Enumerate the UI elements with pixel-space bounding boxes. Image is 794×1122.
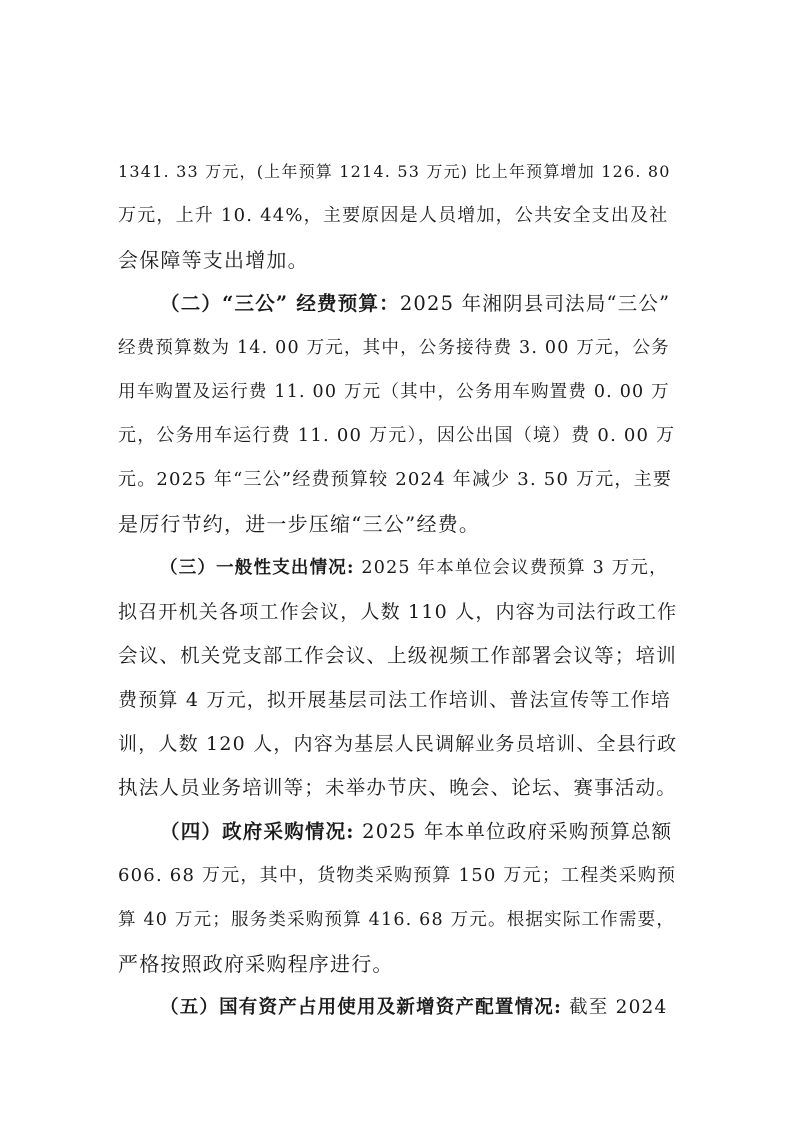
section-heading-2: （二）“三公” 经费预算： (160, 292, 400, 315)
line-text: 会保障等支出增加。 (118, 248, 309, 272)
paragraph-line (118, 774, 678, 802)
section-heading-line (160, 818, 678, 846)
paragraph-line (118, 246, 678, 274)
line-text: 训，人数 120 人，内容为基层人民调解业务员培训、全县行政 (118, 733, 678, 755)
section-heading-4: （四）政府采购情况: (160, 820, 355, 843)
paragraph-line (118, 598, 678, 626)
paragraph-line (118, 202, 678, 230)
paragraph-line (118, 378, 678, 406)
line-text: 2025 年本单位会议费预算 3 万元， (354, 558, 668, 578)
paragraph-line (118, 686, 678, 714)
paragraph-line (118, 422, 678, 450)
line-text: 算 40 万元；服务类采购预算 416. 68 万元。根据实际工作需要， (118, 910, 676, 930)
line-text: 万元，上升 10. 44%，主要原因是人员增加，公共安全支出及社 (118, 205, 669, 226)
line-text: 拟召开机关各项工作会议，人数 110 人，内容为司法行政工作 (118, 601, 678, 623)
line-text: 元，公务用车运行费 11. 00 万元），因公出国（境）费 0. 00 万 (118, 425, 676, 446)
line-text: 执法人员业务培训等；未举办节庆、晚会、论坛、赛事活动。 (118, 776, 677, 799)
line-text: 2025 年湘阴县司法局“三公” (399, 292, 671, 315)
line-text: 会议、机关党支部工作会议、上级视频工作部署会议等；培训 (118, 644, 677, 667)
paragraph-line (118, 510, 678, 538)
paragraph-line (118, 158, 678, 186)
section-heading-line (160, 290, 678, 318)
paragraph-line (118, 642, 678, 670)
section-heading-line (160, 554, 678, 582)
line-text: 费预算 4 万元，拟开展基层司法工作培训、普法宣传等工作培 (118, 689, 671, 711)
paragraph-line (118, 950, 678, 978)
line-text: 2025 年本单位政府采购预算总额 (354, 820, 673, 843)
paragraph-line (118, 862, 678, 890)
paragraph-line (118, 334, 678, 362)
line-text: 606. 68 万元，其中，货物类采购预算 150 万元；工程类采购预 (118, 865, 677, 886)
line-text: 元。2025 年“三公”经费预算较 2024 年减少 3. 50 万元，主要 (118, 469, 673, 490)
line-text: 严格按照政府采购程序进行。 (118, 952, 394, 976)
paragraph-line (118, 906, 678, 934)
line-text: 经费预算数为 14. 00 万元，其中，公务接待费 3. 00 万元，公务 (118, 338, 670, 358)
paragraph-line (118, 466, 678, 494)
section-heading-3: （三）一般性支出情况: (160, 558, 355, 578)
section-heading-5: （五）国有资产占用使用及新增资产配置情况: (160, 997, 563, 1018)
paragraph-line (118, 730, 678, 758)
line-text: 用车购置及运行费 11. 00 万元（其中，公务用车购置费 0. 00 万 (118, 382, 670, 402)
line-text: 截至 2024 (562, 997, 668, 1018)
section-heading-line (160, 994, 678, 1022)
line-text: 是厉行节约，进一步压缩“三公”经费。 (118, 512, 481, 536)
line-text: 1341. 33 万元，(上年预算 1214. 53 万元) 比上年预算增加 126. 80 (118, 162, 671, 181)
